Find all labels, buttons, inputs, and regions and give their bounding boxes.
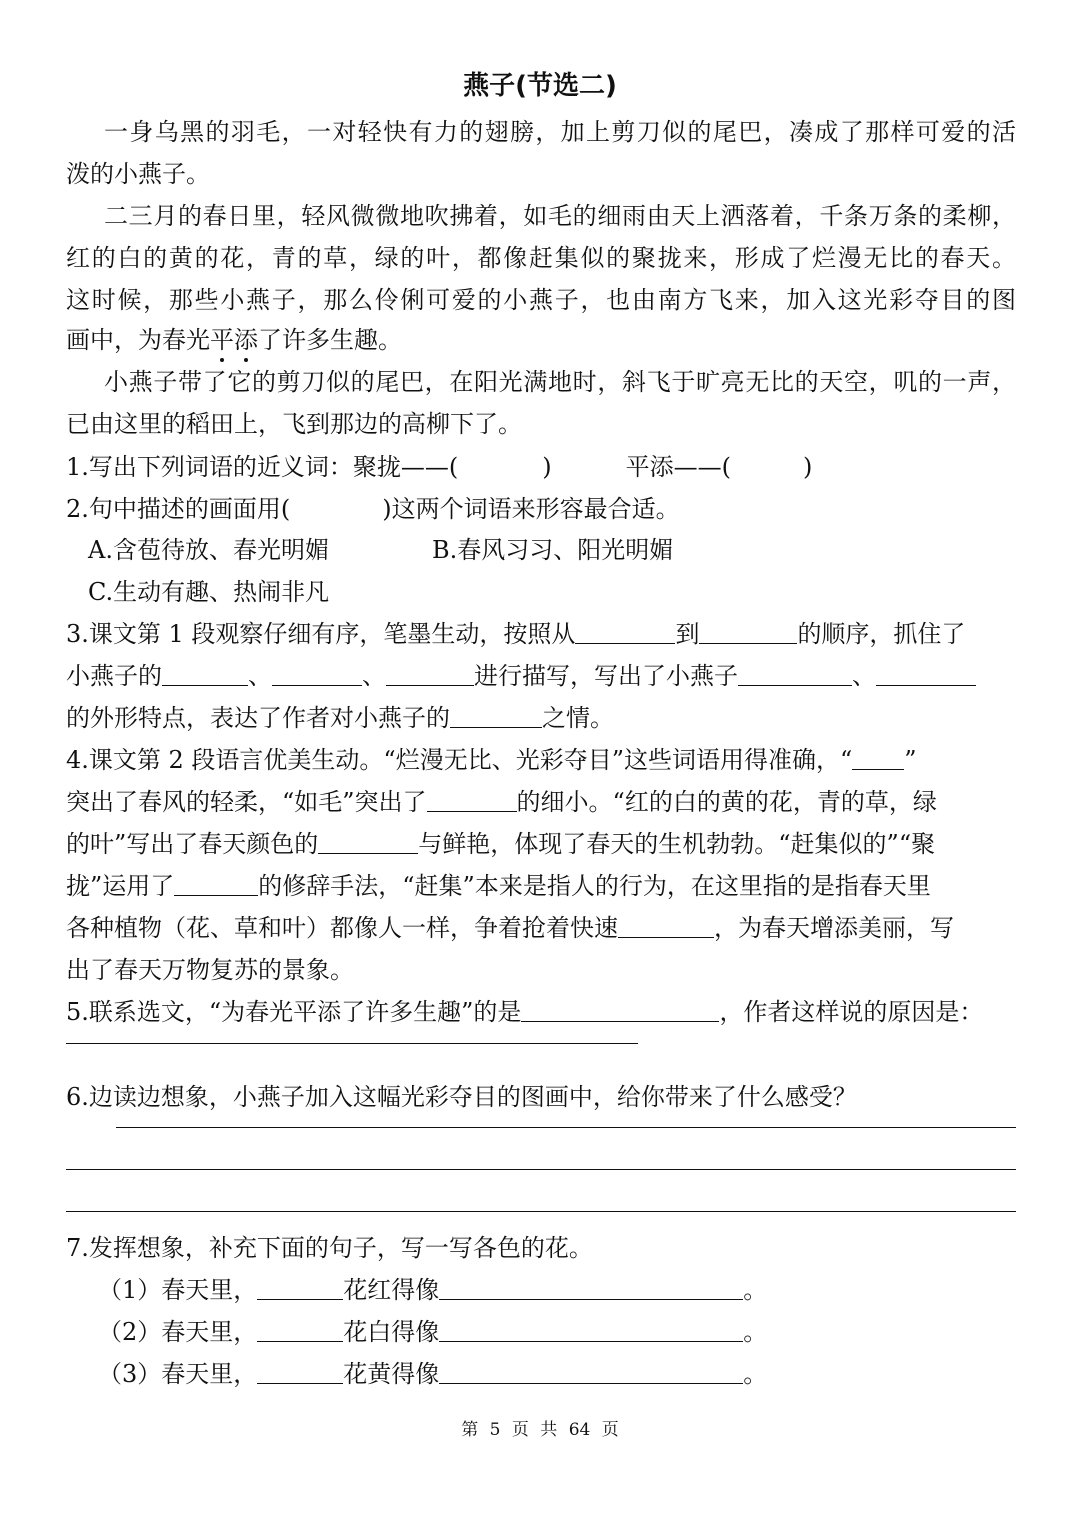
passage-line: 二三月的春日里，轻风微微地吹拂着，如毛的细雨由天上洒落着，千条万条的柔柳， <box>104 202 1016 230</box>
question-3-line <box>66 700 1016 736</box>
answer-blank[interactable] <box>618 915 714 938</box>
answer-blank[interactable] <box>386 663 474 686</box>
question-text: 进行描写，写出了小燕子 <box>474 662 738 690</box>
answer-blank[interactable] <box>174 873 258 896</box>
passage-line: 红的白的黄的花，青的草，绿的叶，都像赶集似的聚拢来，形成了烂漫无比的春天。 <box>66 244 1016 272</box>
question-3-line <box>66 658 1016 694</box>
question-3-line <box>66 616 1016 652</box>
answer-blank[interactable] <box>162 663 248 686</box>
question-text: 。 <box>743 1360 768 1388</box>
question-text: ，作者这样说的原因是： <box>719 998 984 1026</box>
question-text: )这两个词语来形容最合适。 <box>382 495 680 523</box>
question-text: 之情。 <box>542 704 614 732</box>
page-number: 第 5 页 共 64 页 <box>461 1420 619 1440</box>
answer-blank[interactable] <box>439 1319 743 1342</box>
answer-line[interactable] <box>116 1127 1016 1128</box>
question-text: 的修辞手法，“赶集”本来是指人的行为，在这里指的是指春天里 <box>258 872 931 900</box>
answer-blank[interactable] <box>439 1361 743 1384</box>
question-text: 5.联系选文，“为春光平添了许多生趣”的是 <box>66 998 522 1026</box>
passage-line: 已由这里的稻田上，飞到那边的高柳下了。 <box>66 410 522 438</box>
question-6: 6.边读边想象，小燕子加入这幅光彩夺目的图画中，给你带来了什么感受？ <box>66 1083 857 1111</box>
q7-item <box>98 1356 998 1392</box>
question-text: 到 <box>675 620 700 648</box>
question-text: 花白得像 <box>343 1318 440 1346</box>
question-text: 3.课文第 1 段观察仔细有序，笔墨生动，按照从 <box>66 620 576 648</box>
answer-blank[interactable] <box>521 999 719 1022</box>
answer-blank[interactable] <box>427 789 517 812</box>
question-text: 的叶”写出了春天颜色的 <box>66 830 319 858</box>
answer-blank[interactable] <box>699 621 797 644</box>
answer-blank[interactable] <box>450 705 542 728</box>
option-c[interactable]: C.生动有趣、热闹非凡 <box>88 578 330 606</box>
question-text: 、 <box>362 662 386 690</box>
question-2 <box>66 491 1016 527</box>
answer-blank[interactable] <box>257 1277 343 1300</box>
question-text: 的外形特点，表达了作者对小燕子的 <box>66 704 450 732</box>
passage-line: 这时候，那些小燕子，那么伶俐可爱的小燕子，也由南方飞来，加入这光彩夺目的图 <box>66 286 1016 314</box>
question-text: 、 <box>248 662 272 690</box>
question-1 <box>66 449 1016 485</box>
question-text: 小燕子的 <box>66 662 162 690</box>
answer-blank[interactable] <box>575 621 675 644</box>
question-text: 与鲜艳，体现了春天的生机勃勃。“赶集似的”“聚 <box>418 830 936 858</box>
question-text: 花红得像 <box>343 1276 440 1304</box>
question-text: 花黄得像 <box>343 1360 440 1388</box>
question-text: （2）春天里， <box>98 1318 258 1346</box>
answer-blank[interactable] <box>257 1361 343 1384</box>
question-4-line <box>66 742 1016 778</box>
question-text: ” <box>904 746 917 774</box>
passage-line: 泼的小燕子。 <box>66 160 210 188</box>
passage-line <box>66 322 1016 358</box>
question-text: ，为春天增添美丽，写 <box>714 914 954 942</box>
question-text: 1.写出下列词语的近义词：聚拢——( <box>66 453 459 481</box>
page-title: 燕子(节选二) <box>463 71 617 101</box>
question-4-line <box>66 826 1016 862</box>
answer-blank[interactable] <box>852 747 904 770</box>
question-4-line: 出了春天万物复苏的景象。 <box>66 956 354 984</box>
question-text: （3）春天里， <box>98 1360 258 1388</box>
emphasis-char: 添 <box>234 326 258 354</box>
passage-text: 了许多生趣。 <box>258 326 402 354</box>
question-text: （1）春天里， <box>98 1276 258 1304</box>
question-4-line <box>66 868 1016 904</box>
q7-item <box>98 1314 998 1350</box>
question-text: 突出了春风的轻柔，“如毛”突出了 <box>66 788 427 816</box>
answer-blank[interactable] <box>738 663 852 686</box>
question-text: 4.课文第 2 段语言优美生动。“烂漫无比、光彩夺目”这些词语用得准确，“ <box>66 746 853 774</box>
answer-blank[interactable] <box>257 1319 343 1342</box>
question-text: 。 <box>743 1276 768 1304</box>
option-b[interactable]: B.春风习习、阳光明媚 <box>432 536 674 564</box>
q7-item <box>98 1272 998 1308</box>
answer-blank[interactable] <box>439 1277 743 1300</box>
question-5 <box>66 994 1016 1030</box>
answer-line[interactable] <box>66 1043 638 1044</box>
passage-line: 小燕子带了它的剪刀似的尾巴，在阳光满地时，斜飞于旷亮无比的天空，叽的一声， <box>104 368 1016 396</box>
answer-blank[interactable] <box>318 831 418 854</box>
question-text: 的顺序，抓住了 <box>797 620 966 648</box>
passage-line: 一身乌黑的羽毛，一对轻快有力的翅膀，加上剪刀似的尾巴，凑成了那样可爱的活 <box>104 118 1016 146</box>
question-7: 7.发挥想象，补充下面的句子，写一写各色的花。 <box>66 1234 593 1262</box>
question-text: 。 <box>743 1318 768 1346</box>
answer-line[interactable] <box>66 1211 1016 1212</box>
answer-blank[interactable] <box>272 663 362 686</box>
question-text: 平添——( <box>625 453 732 481</box>
question-text: 拢”运用了 <box>66 872 175 900</box>
question-4-line <box>66 910 1016 946</box>
answer-line[interactable] <box>66 1169 1016 1170</box>
answer-blank[interactable] <box>876 663 976 686</box>
emphasis-char: 平 <box>210 326 234 354</box>
option-a[interactable]: A.含苞待放、春光明媚 <box>88 536 329 564</box>
passage-text: 画中，为春光 <box>66 326 210 354</box>
question-4-line <box>66 784 1016 820</box>
question-text: 2.句中描述的画面用( <box>66 495 291 523</box>
question-text: 的细小。“红的白的黄的花，青的草，绿 <box>516 788 937 816</box>
question-text: ) <box>542 453 552 481</box>
question-text: 各种植物（花、草和叶）都像人一样，争着抢着快速 <box>66 914 618 942</box>
question-text: 、 <box>852 662 876 690</box>
question-text: ) <box>803 453 813 481</box>
